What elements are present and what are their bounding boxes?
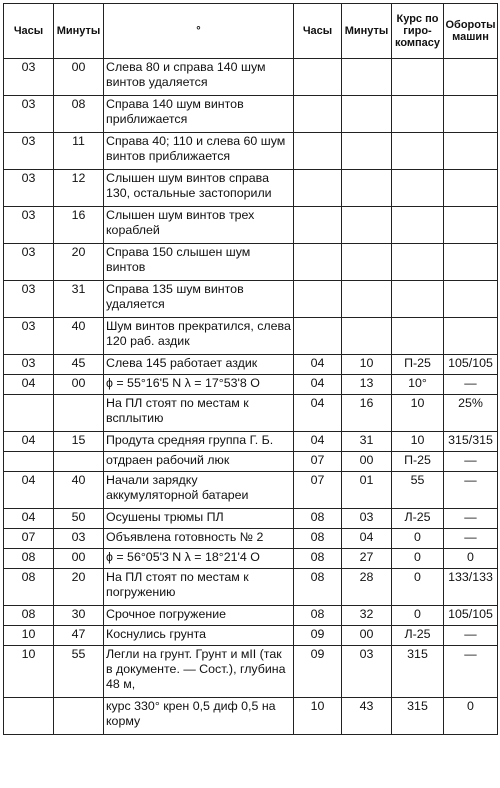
cell-event: Объявлена готовность № 2 — [104, 529, 294, 549]
cell-rpm — [444, 244, 498, 281]
cell-hours-2 — [294, 96, 342, 133]
cell-minutes-2: 04 — [342, 529, 392, 549]
cell-minutes-2: 00 — [342, 452, 392, 472]
cell-hours-1: 04 — [4, 472, 54, 509]
cell-event: Справа 135 шум винтов удаляется — [104, 281, 294, 318]
cell-event: Начали зарядку аккумуляторной батареи — [104, 472, 294, 509]
cell-minutes-2 — [342, 59, 392, 96]
cell-hours-1: 08 — [4, 549, 54, 569]
cell-minutes-1: 40 — [54, 318, 104, 355]
table-row — [4, 646, 498, 698]
cell-event: Продута средняя группа Г. Б. — [104, 432, 294, 452]
cell-minutes-2: 27 — [342, 549, 392, 569]
cell-course: П-25 — [392, 452, 444, 472]
cell-course — [392, 170, 444, 207]
cell-event: Справа 140 шум винтов приближается — [104, 96, 294, 133]
cell-hours-2: 09 — [294, 626, 342, 646]
cell-hours-1: 04 — [4, 432, 54, 452]
header-minutes-2: Минуты — [342, 4, 392, 59]
cell-event: Коснулись грунта — [104, 626, 294, 646]
log-body — [4, 59, 498, 735]
cell-rpm: 315/315 — [444, 432, 498, 452]
cell-event: Справа 40; 110 и слева 60 шум винтов приближается — [104, 133, 294, 170]
cell-rpm — [444, 133, 498, 170]
cell-hours-1: 03 — [4, 96, 54, 133]
table-row — [4, 452, 498, 472]
cell-rpm: — — [444, 646, 498, 698]
cell-hours-2 — [294, 133, 342, 170]
cell-hours-2 — [294, 244, 342, 281]
header-event: ° — [104, 4, 294, 59]
table-row — [4, 59, 498, 96]
cell-hours-2: 07 — [294, 472, 342, 509]
cell-minutes-1: 08 — [54, 96, 104, 133]
cell-hours-1: 10 — [4, 646, 54, 698]
header-rpm: Обороты машин — [444, 4, 498, 59]
cell-rpm: 105/105 — [444, 355, 498, 375]
cell-minutes-1: 47 — [54, 626, 104, 646]
cell-minutes-1: 55 — [54, 646, 104, 698]
cell-minutes-1: 12 — [54, 170, 104, 207]
table-row — [4, 375, 498, 395]
cell-hours-2: 09 — [294, 646, 342, 698]
table-row — [4, 281, 498, 318]
table-row — [4, 509, 498, 529]
table-row — [4, 207, 498, 244]
cell-minutes-1: 20 — [54, 244, 104, 281]
cell-hours-2 — [294, 59, 342, 96]
table-row — [4, 395, 498, 432]
cell-hours-2: 08 — [294, 549, 342, 569]
cell-course: 0 — [392, 569, 444, 606]
cell-rpm — [444, 318, 498, 355]
cell-event: На ПЛ стоят по местам к погружению — [104, 569, 294, 606]
cell-course — [392, 318, 444, 355]
cell-minutes-1: 15 — [54, 432, 104, 452]
cell-event: Слева 145 работает аздик — [104, 355, 294, 375]
cell-course: 0 — [392, 529, 444, 549]
cell-rpm — [444, 281, 498, 318]
cell-course: 10 — [392, 432, 444, 452]
cell-minutes-1: 31 — [54, 281, 104, 318]
log-table — [3, 3, 498, 735]
cell-event: Слышен шум винтов справа 130, остальные застопорили — [104, 170, 294, 207]
cell-rpm: 25% — [444, 395, 498, 432]
cell-event: Шум винтов прекратился, слева 120 раб. аздик — [104, 318, 294, 355]
cell-minutes-1: 00 — [54, 375, 104, 395]
cell-rpm: 133/133 — [444, 569, 498, 606]
cell-course: 0 — [392, 606, 444, 626]
table-row — [4, 96, 498, 133]
cell-rpm: 0 — [444, 549, 498, 569]
cell-hours-1: 04 — [4, 509, 54, 529]
cell-minutes-1: 45 — [54, 355, 104, 375]
cell-course — [392, 244, 444, 281]
cell-hours-1: 03 — [4, 244, 54, 281]
cell-minutes-1 — [54, 698, 104, 735]
cell-minutes-1: 16 — [54, 207, 104, 244]
cell-hours-2 — [294, 281, 342, 318]
table-row — [4, 569, 498, 606]
cell-minutes-2: 28 — [342, 569, 392, 606]
cell-hours-2 — [294, 170, 342, 207]
cell-rpm — [444, 96, 498, 133]
cell-minutes-1: 00 — [54, 59, 104, 96]
cell-hours-2 — [294, 318, 342, 355]
cell-minutes-2 — [342, 96, 392, 133]
cell-minutes-2: 16 — [342, 395, 392, 432]
cell-hours-1: 03 — [4, 318, 54, 355]
cell-minutes-2 — [342, 207, 392, 244]
table-row — [4, 355, 498, 375]
table-row — [4, 472, 498, 509]
cell-rpm: — — [444, 452, 498, 472]
cell-event: Срочное погружение — [104, 606, 294, 626]
table-row — [4, 549, 498, 569]
cell-rpm: — — [444, 472, 498, 509]
cell-hours-1: 08 — [4, 606, 54, 626]
header-minutes-1: Минуты — [54, 4, 104, 59]
cell-course: 315 — [392, 698, 444, 735]
cell-hours-2: 04 — [294, 432, 342, 452]
cell-minutes-1: 50 — [54, 509, 104, 529]
cell-hours-2: 08 — [294, 509, 342, 529]
cell-minutes-1: 40 — [54, 472, 104, 509]
table-row — [4, 432, 498, 452]
table-row — [4, 244, 498, 281]
cell-event: Справа 150 слышен шум винтов — [104, 244, 294, 281]
cell-course — [392, 133, 444, 170]
cell-hours-2: 04 — [294, 375, 342, 395]
cell-hours-1 — [4, 395, 54, 432]
table-row — [4, 606, 498, 626]
cell-hours-1: 10 — [4, 626, 54, 646]
cell-minutes-2 — [342, 281, 392, 318]
cell-minutes-2: 10 — [342, 355, 392, 375]
cell-minutes-2: 03 — [342, 646, 392, 698]
header-hours-2: Часы — [294, 4, 342, 59]
cell-minutes-1: 03 — [54, 529, 104, 549]
cell-rpm — [444, 207, 498, 244]
cell-minutes-1: 00 — [54, 549, 104, 569]
cell-event: курс 330° крен 0,5 диф 0,5 на корму — [104, 698, 294, 735]
cell-minutes-1: 20 — [54, 569, 104, 606]
cell-hours-1: 07 — [4, 529, 54, 549]
cell-minutes-2 — [342, 170, 392, 207]
cell-hours-2: 07 — [294, 452, 342, 472]
cell-event: ϕ = 55°16'5 N λ = 17°53'8 O — [104, 375, 294, 395]
cell-course — [392, 207, 444, 244]
table-row — [4, 698, 498, 735]
cell-hours-1: 03 — [4, 170, 54, 207]
cell-minutes-2: 13 — [342, 375, 392, 395]
cell-course — [392, 281, 444, 318]
cell-hours-2: 04 — [294, 355, 342, 375]
cell-minutes-2 — [342, 133, 392, 170]
cell-hours-2: 04 — [294, 395, 342, 432]
cell-minutes-2 — [342, 244, 392, 281]
cell-hours-1: 03 — [4, 59, 54, 96]
cell-course: 10 — [392, 395, 444, 432]
cell-hours-2: 10 — [294, 698, 342, 735]
cell-course: Л-25 — [392, 626, 444, 646]
cell-minutes-2: 00 — [342, 626, 392, 646]
cell-rpm: — — [444, 509, 498, 529]
cell-hours-1: 03 — [4, 355, 54, 375]
cell-hours-1 — [4, 698, 54, 735]
cell-event: Легли на грунт. Грунт и мII (так в документе. — Сост.), глубина 48 м, — [104, 646, 294, 698]
cell-event: На ПЛ стоят по местам к всплытию — [104, 395, 294, 432]
header-row — [4, 4, 498, 59]
cell-minutes-2: 32 — [342, 606, 392, 626]
cell-event: Слева 80 и справа 140 шум винтов удаляется — [104, 59, 294, 96]
cell-hours-1: 08 — [4, 569, 54, 606]
cell-hours-1: 04 — [4, 375, 54, 395]
cell-rpm: 105/105 — [444, 606, 498, 626]
cell-hours-1: 03 — [4, 133, 54, 170]
cell-hours-2: 08 — [294, 606, 342, 626]
header-hours-1: Часы — [4, 4, 54, 59]
header-course: Курс по гиро-компасу — [392, 4, 444, 59]
table-row — [4, 626, 498, 646]
cell-course — [392, 96, 444, 133]
cell-hours-1: 03 — [4, 281, 54, 318]
cell-minutes-1 — [54, 395, 104, 432]
cell-course: П-25 — [392, 355, 444, 375]
cell-event: ϕ = 56°05'3 N λ = 18°21'4 O — [104, 549, 294, 569]
table-row — [4, 170, 498, 207]
cell-hours-2 — [294, 207, 342, 244]
cell-minutes-1: 30 — [54, 606, 104, 626]
cell-minutes-2 — [342, 318, 392, 355]
cell-event: Осушены трюмы ПЛ — [104, 509, 294, 529]
cell-rpm: — — [444, 375, 498, 395]
table-row — [4, 133, 498, 170]
cell-minutes-2: 03 — [342, 509, 392, 529]
cell-minutes-1 — [54, 452, 104, 472]
cell-course: 0 — [392, 549, 444, 569]
cell-rpm: — — [444, 626, 498, 646]
cell-course: 315 — [392, 646, 444, 698]
cell-hours-2: 08 — [294, 529, 342, 549]
cell-event: Слышен шум винтов трех кораблей — [104, 207, 294, 244]
cell-course: 10° — [392, 375, 444, 395]
cell-rpm — [444, 170, 498, 207]
cell-hours-1: 03 — [4, 207, 54, 244]
table-row — [4, 529, 498, 549]
cell-course: Л-25 — [392, 509, 444, 529]
cell-course: 55 — [392, 472, 444, 509]
cell-minutes-1: 11 — [54, 133, 104, 170]
cell-rpm — [444, 59, 498, 96]
cell-minutes-2: 01 — [342, 472, 392, 509]
cell-rpm: 0 — [444, 698, 498, 735]
cell-course — [392, 59, 444, 96]
cell-minutes-2: 43 — [342, 698, 392, 735]
cell-rpm: — — [444, 529, 498, 549]
cell-hours-2: 08 — [294, 569, 342, 606]
table-row — [4, 318, 498, 355]
cell-event: отдраен рабочий люк — [104, 452, 294, 472]
cell-hours-1 — [4, 452, 54, 472]
cell-minutes-2: 31 — [342, 432, 392, 452]
